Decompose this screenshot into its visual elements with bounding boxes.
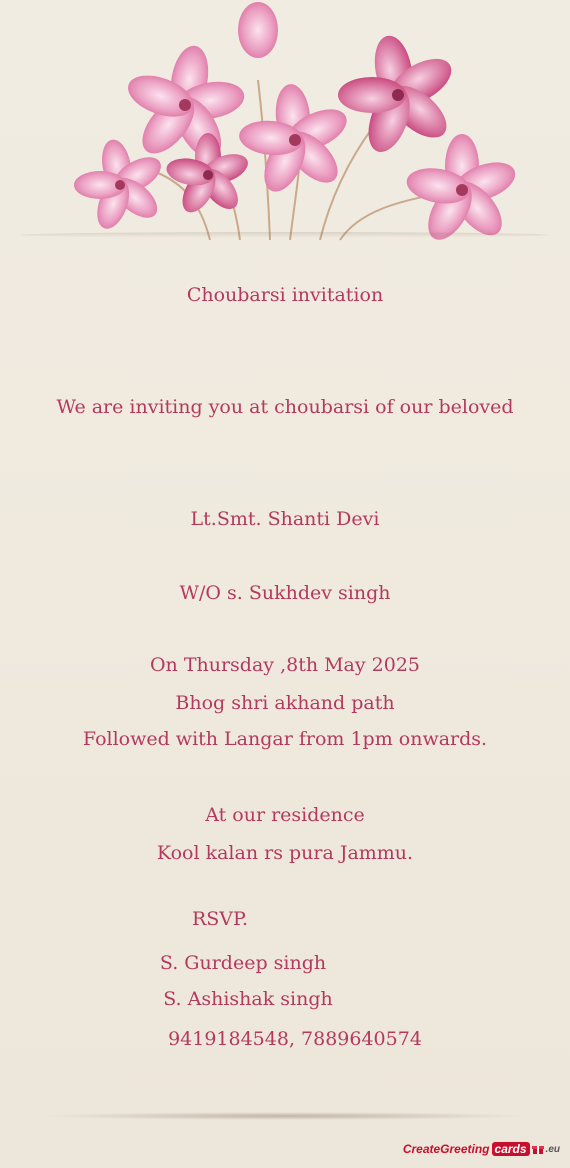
shelf-shadow [20,232,550,238]
gift-icon [532,1143,544,1155]
event-name: Bhog shri akhand path [175,692,395,714]
invitation-intro: We are inviting you at choubarsi of our beloved [56,396,514,418]
flower-bouquet-illustration [0,0,570,270]
venue-label: At our residence [205,804,365,826]
invitation-title: Choubarsi invitation [186,284,384,306]
venue-address: Kool kalan rs pura Jammu. [156,842,414,864]
rsvp-label: RSVP. [191,908,249,930]
brand-logo[interactable] [403,1138,560,1160]
brand-part3: .eu [545,1143,560,1155]
footer-divider [38,1112,532,1120]
contact-name: S. Ashishak singh [163,988,333,1010]
brand-part2: cards [492,1142,530,1156]
contact-phones: 9419184548, 7889640574 [168,1028,422,1050]
honoree-name: Lt.Smt. Shanti Devi [190,508,380,530]
brand-part1: CreateGreeting [402,1142,490,1156]
event-followup: Followed with Langar from 1pm onwards. [82,728,488,750]
event-date: On Thursday ,8th May 2025 [149,654,421,676]
honoree-relation: W/O s. Sukhdev singh [179,582,391,604]
contact-name: S. Gurdeep singh [159,952,327,974]
